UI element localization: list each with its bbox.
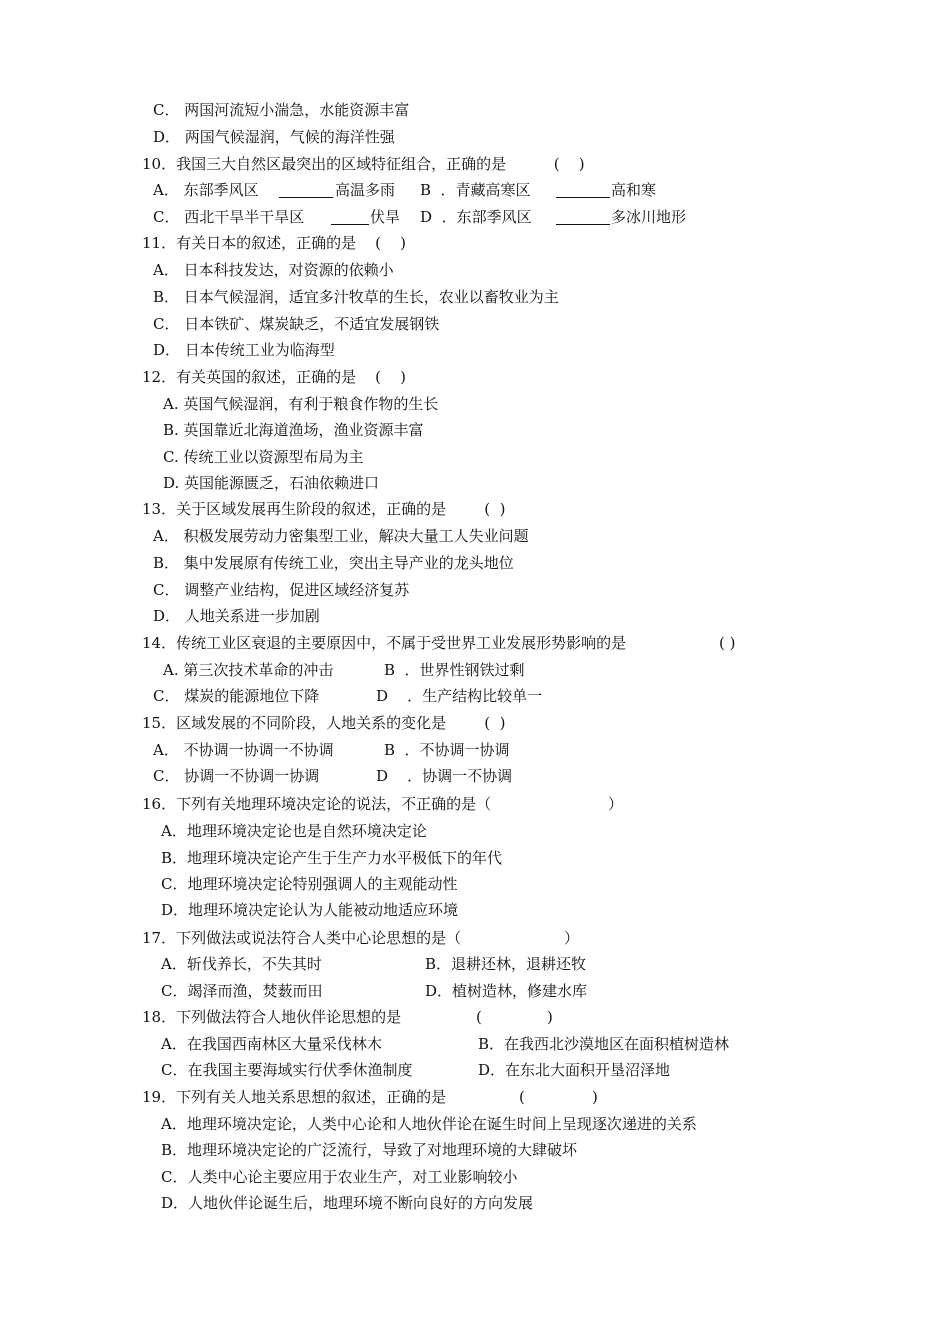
question-line: D ．东部季风区 (420, 208, 532, 226)
question-line: 多冰川地形 (611, 208, 687, 226)
question-line: 14．传统工业区衰退的主要原因中，不属于受世界工业发展形势影响的是 (142, 634, 627, 652)
question-line: C. 传统工业以资源型布局为主 (163, 448, 364, 466)
question-line: C． 西北干旱半干旱区 (153, 208, 305, 226)
question-line: 18．下列做法符合人地伙伴论思想的是 (142, 1008, 402, 1026)
question-line: D ．协调一不协调 (376, 767, 513, 785)
question-line: C． 两国河流短小湍急，水能资源丰富 (153, 101, 410, 119)
question-line: ( (476, 1008, 482, 1026)
question-line: B ．世界性钢铁过剩 (384, 661, 525, 679)
question-line: A. 英国气候湿润，有利于粮食作物的生长 (163, 395, 439, 413)
question-line: 高和寒 (611, 181, 657, 199)
question-line: B ．青藏高寒区 (420, 181, 531, 199)
question-line: C． 日本铁矿、煤炭缺乏，不适宜发展钢铁 (153, 315, 440, 333)
question-line: D．植树造林，修建水库 (425, 982, 588, 1000)
question-line: B．地理环境决定论产生于生产力水平极低下的年代 (161, 849, 503, 867)
question-line: 10．我国三大自然区最突出的区域特征组合，正确的是 ( ) (142, 155, 585, 173)
question-line: B．地理环境决定论的广泛流行，导致了对地理环境的大肆破坏 (161, 1141, 578, 1159)
question-line: 15．区域发展的不同阶段，人地关系的变化是 ( ) (142, 714, 506, 732)
question-line: D. 英国能源匮乏，石油依赖进口 (163, 474, 380, 492)
question-line: C．地理环境决定论特别强调人的主观能动性 (161, 875, 458, 893)
question-line: D．在东北大面积开垦沼泽地 (478, 1061, 671, 1079)
question-line: 13．关于区域发展再生阶段的叙述，正确的是 ( ) (142, 500, 506, 518)
question-line: 伏旱 (370, 208, 401, 226)
question-line: D． 两国气候湿润，气候的海洋性强 (153, 128, 395, 146)
question-line: A． 日本科技发达，对资源的依赖小 (153, 261, 394, 279)
question-line: A．地理环境决定论，人类中心论和人地伙伴论在诞生时间上呈现逐次递进的关系 (161, 1115, 697, 1133)
question-line: A． 不协调一协调一不协调 (153, 741, 334, 759)
question-line: C．在我国主要海域实行伏季休渔制度 (161, 1061, 413, 1079)
question-line: 11．有关日本的叙述，正确的是 ( ) (142, 234, 406, 252)
question-line: B. 英国靠近北海道渔场，渔业资源丰富 (163, 421, 424, 439)
question-line: ( (519, 1088, 525, 1106)
question-line: 16．下列有关地理环境决定论的说法，不正确的是（ (142, 795, 492, 813)
answer-blank-underline (279, 197, 333, 198)
question-line: D． 日本传统工业为临海型 (153, 341, 335, 359)
question-line: A．在我国西南林区大量采伐林木 (161, 1035, 382, 1053)
question-line: ) (592, 1088, 598, 1106)
question-line: ） (564, 929, 580, 947)
question-line: A． 积极发展劳动力密集型工业，解决大量工人失业问题 (153, 527, 529, 545)
question-line: ） (608, 795, 624, 813)
question-line: A． 东部季风区 (153, 181, 259, 199)
question-line: B． 日本气候湿润，适宜多汁牧草的生长，农业以畜牧业为主 (153, 288, 559, 306)
question-line: D． 人地关系进一步加剧 (153, 607, 320, 625)
question-line: 12．有关英国的叙述，正确的是 ( ) (142, 368, 406, 386)
question-line: 17．下列做法或说法符合人类中心论思想的是（ (142, 929, 462, 947)
question-line: D ．生产结构比较单一 (376, 687, 543, 705)
question-line: B． 集中发展原有传统工业，突出主导产业的龙头地位 (153, 554, 514, 572)
question-line: D．地理环境决定论认为人能被动地适应环境 (161, 901, 459, 919)
question-line: A．地理环境决定论也是自然环境决定论 (161, 822, 427, 840)
question-line: ) (547, 1008, 553, 1026)
question-line: B．退耕还林，退耕还牧 (425, 955, 587, 973)
question-line: D．人地伙伴论诞生后，地理环境不断向良好的方向发展 (161, 1194, 534, 1212)
question-line: A. 第三次技术革命的冲击 (163, 661, 334, 679)
question-line: C． 协调一不协调一协调 (153, 767, 320, 785)
question-line: 高温多雨 (335, 181, 396, 199)
question-line: C． 调整产业结构，促进区域经济复苏 (153, 581, 410, 599)
question-line: C． 煤炭的能源地位下降 (153, 687, 320, 705)
question-line: C．竭泽而渔，焚薮而田 (161, 982, 323, 1000)
question-line: B．在我西北沙漠地区在面积植树造林 (478, 1035, 730, 1053)
question-line: B ．不协调一协调 (384, 741, 510, 759)
question-line: ( ) (719, 634, 736, 652)
question-line: 19．下列有关人地关系思想的叙述，正确的是 (142, 1088, 447, 1106)
question-line: A．斩伐养长，不失其时 (161, 955, 322, 973)
answer-blank-underline (556, 224, 610, 225)
answer-blank-underline (556, 197, 610, 198)
answer-blank-underline (331, 224, 369, 225)
question-line: C．人类中心论主要应用于农业生产，对工业影响较小 (161, 1168, 518, 1186)
